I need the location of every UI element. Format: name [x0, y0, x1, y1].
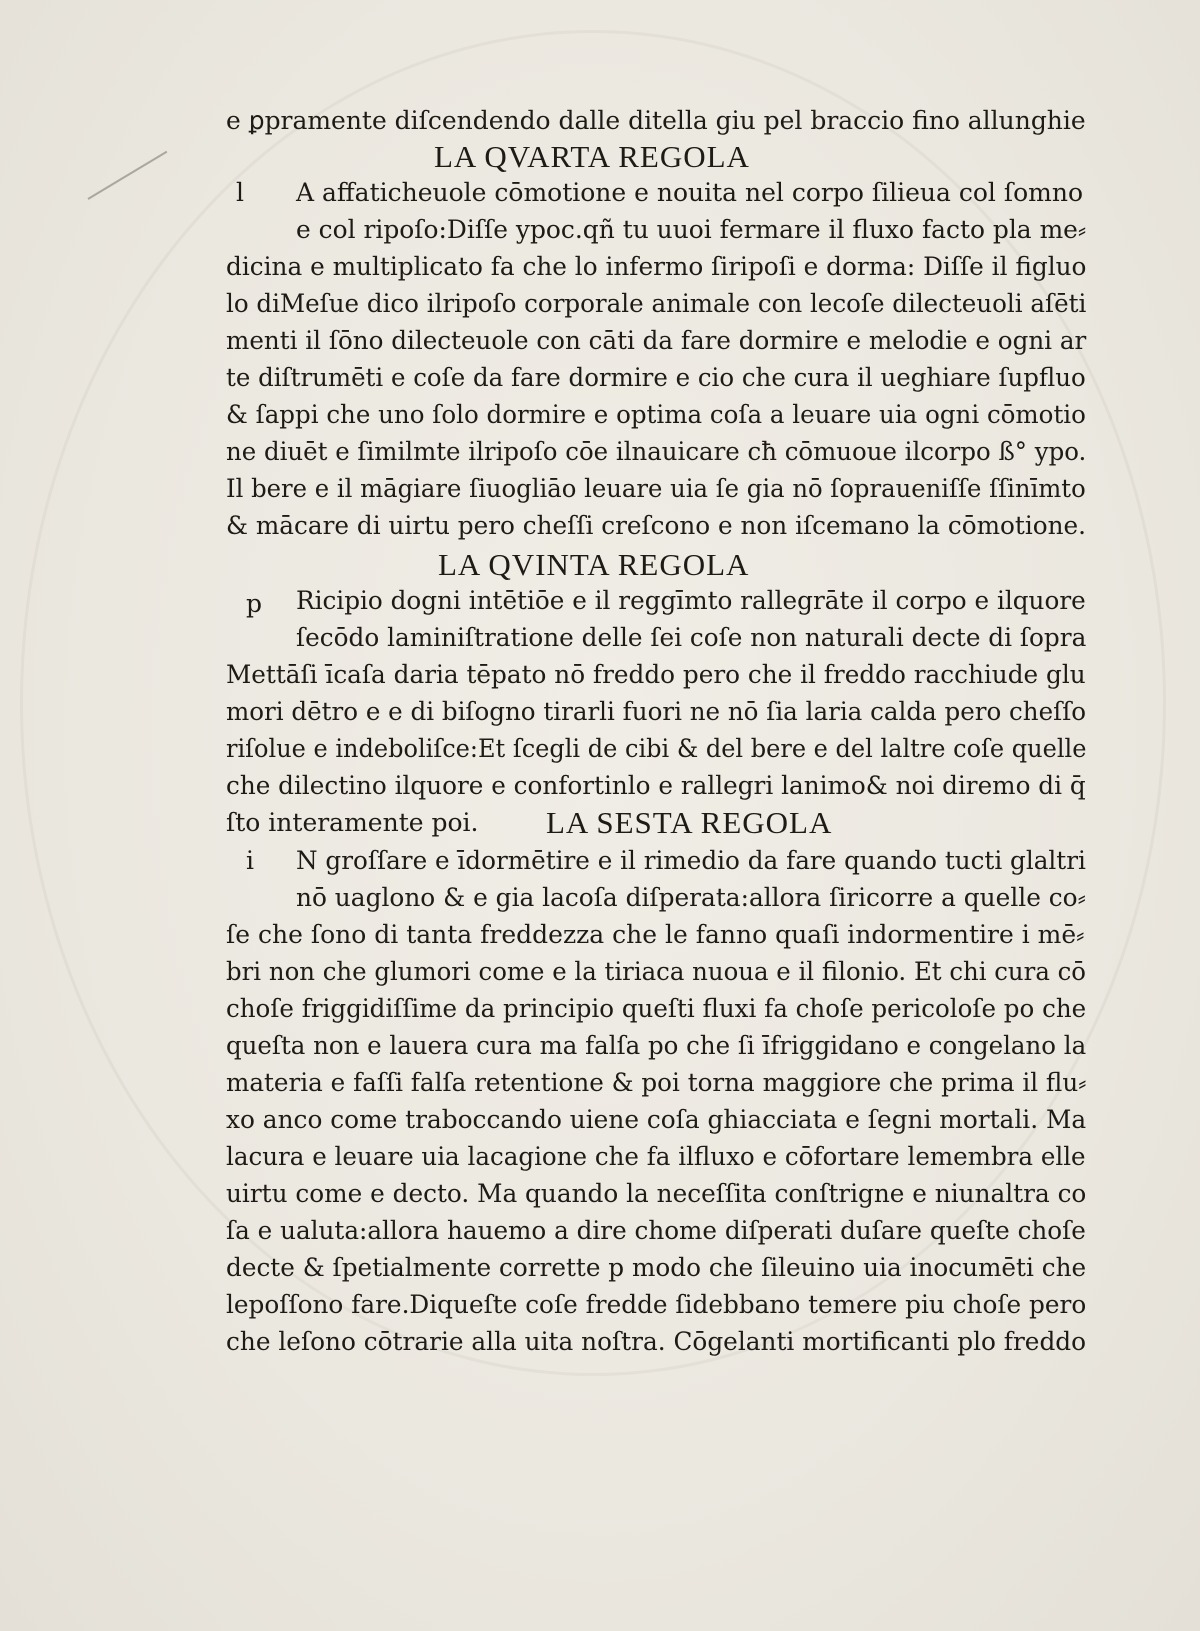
text-line: ſto interamente poi. [226, 808, 479, 837]
text-line: choſe friggidiſſime da principio queſti fluxi fa choſe pericoloſe po che [226, 994, 1087, 1023]
heading-quarta-regola: LA QVARTA REGOLA [434, 139, 750, 174]
text-line: uirtu come e decto. Ma quando la neceſſita conſtrigne e niunaltra co [226, 1179, 1087, 1208]
text-line: ſecōdo laminiſtratione delle ſei coſe non naturali decte di ſopra [296, 623, 1087, 652]
text-line: lepoſſono fare.Diqueſte coſe fredde ſidebbano temere piu choſe pero [226, 1290, 1087, 1319]
text-line: A affaticheuole cōmotione e nouita nel corpo ſilieua col ſomno [296, 178, 1084, 207]
text-line: decte & ſpetialmente corrette p modo che ſileuino uia inocumēti che [226, 1253, 1087, 1282]
text-line: e col ripoſo:Diſſe ypoc.qñ tu uuoi fermare il fluxo facto pla me⸗ [296, 215, 1087, 244]
text-line: ne diuēt e ſimilmte ilripoſo cōe ilnauicare cħ cōmuoue ilcorpo ß° ypo. [226, 437, 1087, 466]
margin-pencil-mark [87, 151, 167, 200]
text-line: Ricipio dogni intētiōe e il reggīmto rallegrāte il corpo e ilquore [296, 586, 1086, 615]
guide-letter: p [246, 589, 263, 618]
text-line: te diſtrumēti e coſe da fare dormire e cio che cura il ueghiare ſupfluo [226, 363, 1086, 392]
text-line: e ꝑpramente diſcendendo dalle ditella giu pel braccio fino allunghie [226, 106, 1086, 135]
text-line: riſolue e indeboliſce:Et ſcegli de cibi & del bere e del laltre coſe quelle [226, 734, 1087, 763]
text-line: xo anco come traboccando uiene coſa ghiacciata e ſegni mortali. Ma [226, 1105, 1087, 1134]
text-line: Mettāſi īcaſa daria tēpato nō freddo pero che il freddo racchiude glu [226, 660, 1086, 689]
text-line: queſta non e lauera cura ma falſa po che ſi īfriggidano e congelano la [226, 1031, 1087, 1060]
guide-letter: i [246, 846, 254, 875]
text-line: N groſſare e īdormētire e il rimedio da fare quando tucti glaltri [296, 846, 1086, 875]
guide-letter: l [236, 178, 244, 207]
text-line: ſa e ualuta:allora hauemo a dire chome diſperati duſare queſte choſe [226, 1216, 1086, 1245]
text-line: che dilectino ilquore e confortinlo e rallegri lanimo& noi diremo di q̄ [226, 771, 1086, 800]
text-line: bri non che glumori come e la tiriaca nuoua e il filonio. Et chi cura cō [226, 957, 1086, 986]
text-line: nō uaglono & e gia lacoſa diſperata:allora ſiricorre a quelle co⸗ [296, 883, 1086, 912]
text-line: menti il ſōno dilecteuole con cāti da fare dormire e melodie e ogni ar [226, 326, 1087, 355]
text-line: dicina e multiplicato fa che lo infermo ſiripoſi e dorma: Diſſe il figluo [226, 252, 1087, 281]
text-line: che leſono cōtrarie alla uita noſtra. Cōgelanti mortificanti plo freddo [226, 1327, 1087, 1356]
text-line: mori dētro e e di biſogno tirarli fuori ne nō ſia laria calda pero cheſſo [226, 697, 1087, 726]
text-line: ſe che ſono di tanta freddezza che le fanno quaſi indormentire i mē⸗ [226, 920, 1085, 949]
text-line: lo diMeſue dico ilripoſo corporale animale con lecoſe dilecteuoli aſēti [226, 289, 1087, 318]
text-line: & ſappi che uno ſolo dormire e optima coſa a leuare uia ogni cōmotio [226, 400, 1086, 429]
text-line: & mācare di uirtu pero cheſſi creſcono e non iſcemano la cōmotione. [226, 511, 1087, 540]
text-line: Il bere e il māgiare ſiuogliāo leuare uia ſe gia nō ſopraueniſſe ſſinīmto [226, 474, 1086, 503]
text-line: materia e faſſi falſa retentione & poi torna maggiore che prima il flu⸗ [226, 1068, 1087, 1097]
heading-quinta-regola: LA QVINTA REGOLA [438, 547, 750, 582]
heading-sesta-regola: LA SESTA REGOLA [546, 805, 833, 840]
text-line: lacura e leuare uia lacagione che fa ilfluxo e cōfortare lemembra elle [226, 1142, 1086, 1171]
